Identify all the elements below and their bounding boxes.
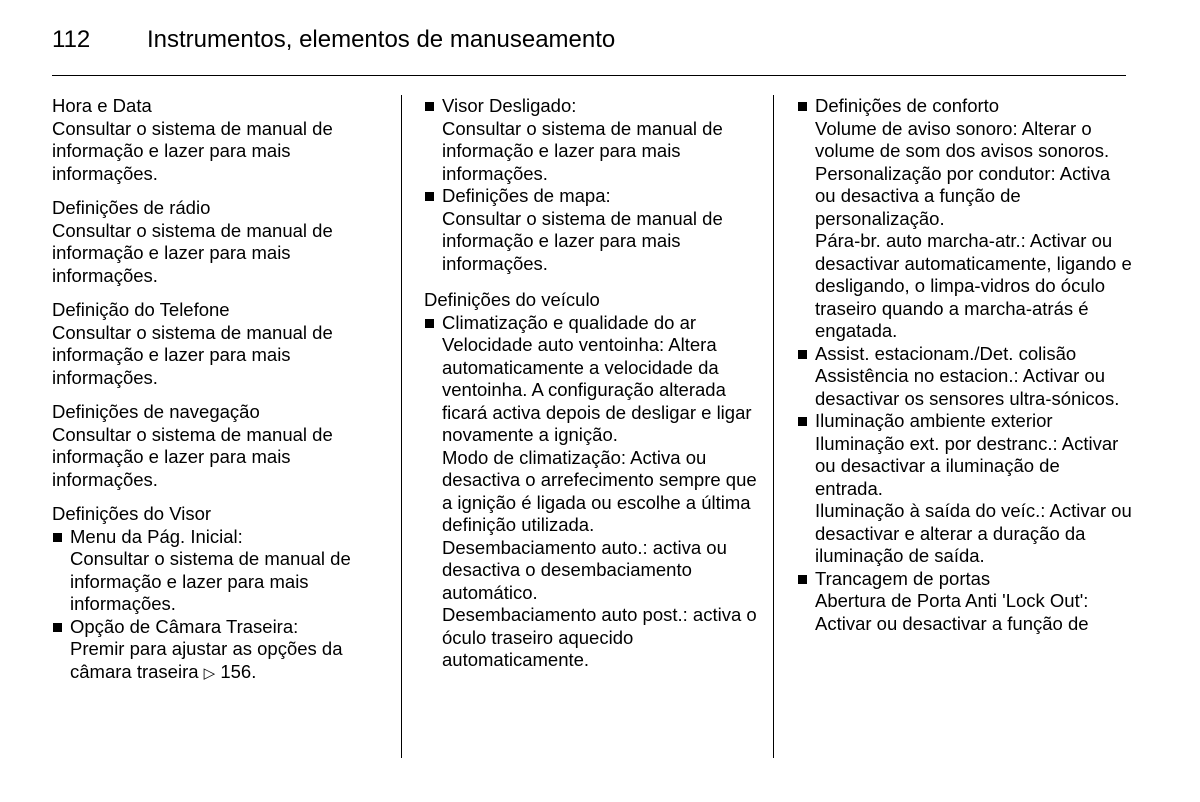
setting-text: : Activar ou desactivar automaticamente, ligando e desligando, o limpa-vidros do óculo traseiro quando a marcha-atrás é engatada.	[815, 230, 1132, 341]
section-telefone	[52, 299, 387, 389]
setting-term: Pára-br. auto marcha-atr.	[815, 230, 1021, 251]
bullet-square-icon	[798, 575, 807, 584]
setting-item	[424, 334, 759, 447]
bullet-square-icon	[798, 350, 807, 359]
bullet-square-icon	[798, 417, 807, 426]
setting-item	[797, 230, 1132, 343]
setting-item	[797, 118, 1132, 163]
bullet-square-icon	[425, 102, 434, 111]
bullet-text: Consultar o sistema de manual de informação e lazer para mais informações.	[70, 548, 351, 614]
bullet-item	[797, 95, 1132, 118]
bullet-item	[797, 568, 1132, 591]
bullet-label: Assist. estacionam./Det. colisão	[815, 342, 1077, 364]
page-number: 112	[52, 26, 91, 53]
setting-term: Desembaciamento auto.	[442, 536, 643, 558]
setting-text: : Activa ou desactiva o arrefecimento sempre que a ignição é ligada ou escolhe a última definição utilizada.	[442, 446, 757, 535]
setting-term: Abertura de Porta Anti 'Lock Out'	[815, 590, 1084, 611]
setting-item	[797, 365, 1132, 410]
bullet-label: Definições de conforto	[815, 95, 1000, 116]
bullet-item	[797, 343, 1132, 366]
setting-item	[424, 604, 759, 672]
bullet-label: Menu da Pág. Inicial	[70, 525, 238, 547]
bullet-label: Climatização e qualidade do ar	[442, 311, 697, 333]
setting-term: Iluminação à saída do veíc.	[815, 500, 1041, 521]
bullet-item	[797, 410, 1132, 433]
bullet-square-icon	[53, 533, 62, 542]
bullet-item: Opção de Câmara Traseira:	[52, 616, 387, 639]
column-2	[424, 95, 759, 672]
column-divider	[401, 95, 402, 758]
arrow-reference-icon: ▷	[203, 664, 216, 682]
setting-item	[424, 537, 759, 605]
setting-text: : Activar ou desactivar a função de	[815, 590, 1089, 634]
setting-term: Iluminação ext. por destranc.	[815, 432, 1053, 454]
section-text: Consultar o sistema de manual de informação e lazer para mais informações.	[52, 423, 333, 490]
page-reference: 156.	[220, 660, 257, 682]
section-hora-data	[52, 95, 387, 185]
bullet-item	[424, 312, 759, 335]
bullet-square-icon	[53, 623, 62, 632]
bullet-text	[52, 638, 387, 685]
bullet-square-icon	[425, 319, 434, 328]
setting-item	[424, 447, 759, 537]
bullet-item: Definições de mapa:	[424, 185, 759, 208]
section-heading: Definições do Visor	[52, 503, 212, 524]
bullet-item: Menu da Pág. Inicial:	[52, 526, 387, 549]
section-text: Consultar o sistema de manual de informação e lazer para mais informações.	[52, 219, 333, 286]
bullet-label: Opção de Câmara Traseira	[70, 615, 294, 637]
section-text: Consultar o sistema de manual de informação e lazer para mais informações.	[52, 321, 333, 388]
setting-text: : Activar ou desactivar os sensores ultra-sónicos.	[815, 365, 1120, 409]
section-heading: Definições de rádio	[52, 197, 211, 218]
header-rule	[52, 75, 1126, 76]
section-heading: Definição do Telefone	[52, 299, 230, 320]
setting-text: : Activar ou desactivar e alterar a duração da iluminação de saída.	[815, 500, 1132, 566]
section-heading: Hora e Data	[52, 95, 152, 116]
bullet-square-icon	[798, 102, 807, 111]
column-1	[52, 95, 387, 685]
setting-term: Desembaciamento auto post.	[442, 604, 683, 625]
section-visor	[52, 503, 387, 685]
camara-text: Premir para ajustar as opções da câmara traseira	[70, 638, 343, 682]
bullet-text: Consultar o sistema de manual de informação e lazer para mais informações.	[442, 207, 723, 274]
setting-text: : activa o óculo traseiro aquecido automaticamente.	[442, 604, 757, 670]
section-radio	[52, 197, 387, 287]
setting-text: : Activa ou desactiva a função de personalização.	[815, 162, 1111, 229]
bullet-label: Visor Desligado	[442, 95, 572, 116]
setting-term: Assistência no estacion.	[815, 365, 1014, 386]
column-3	[797, 95, 1132, 635]
section-text: Consultar o sistema de manual de informação e lazer para mais informações.	[52, 117, 333, 184]
setting-term: Volume de aviso sonoro	[815, 117, 1013, 139]
bullet-label: Trancagem de portas	[815, 567, 991, 589]
page-header	[52, 26, 615, 54]
setting-text: : Altera automaticamente a velocidade da ventoinha. A configuração alterada ficará activa depois de desligar e ligar novamente a ignição.	[442, 334, 752, 445]
setting-item	[797, 590, 1132, 635]
column-divider	[773, 95, 774, 758]
bullet-text: Consultar o sistema de manual de informação e lazer para mais informações.	[442, 117, 723, 184]
section-heading: Definições de navegação	[52, 401, 260, 422]
setting-item	[797, 433, 1132, 501]
setting-text: : activa ou desactiva o desembaciamento automático.	[442, 536, 727, 603]
setting-item	[797, 163, 1132, 231]
bullet-label: Iluminação ambiente exterior	[815, 410, 1053, 431]
setting-term: Velocidade auto ventoinha	[442, 334, 660, 355]
bullet-item: Visor Desligado:	[424, 95, 759, 118]
section-heading: Definições do veículo	[424, 289, 600, 310]
bullet-square-icon	[425, 192, 434, 201]
section-navegacao	[52, 401, 387, 491]
setting-text: : Activar ou desactivar a iluminação de entrada.	[815, 432, 1119, 499]
setting-term: Personalização por condutor	[815, 162, 1051, 184]
setting-text: : Alterar o volume de som dos avisos sonoros.	[815, 117, 1110, 161]
page-title: Instrumentos, elementos de manuseamento	[147, 26, 616, 53]
setting-term: Modo de climatização	[442, 446, 621, 468]
bullet-label: Definições de mapa	[442, 185, 606, 206]
setting-item	[797, 500, 1132, 568]
